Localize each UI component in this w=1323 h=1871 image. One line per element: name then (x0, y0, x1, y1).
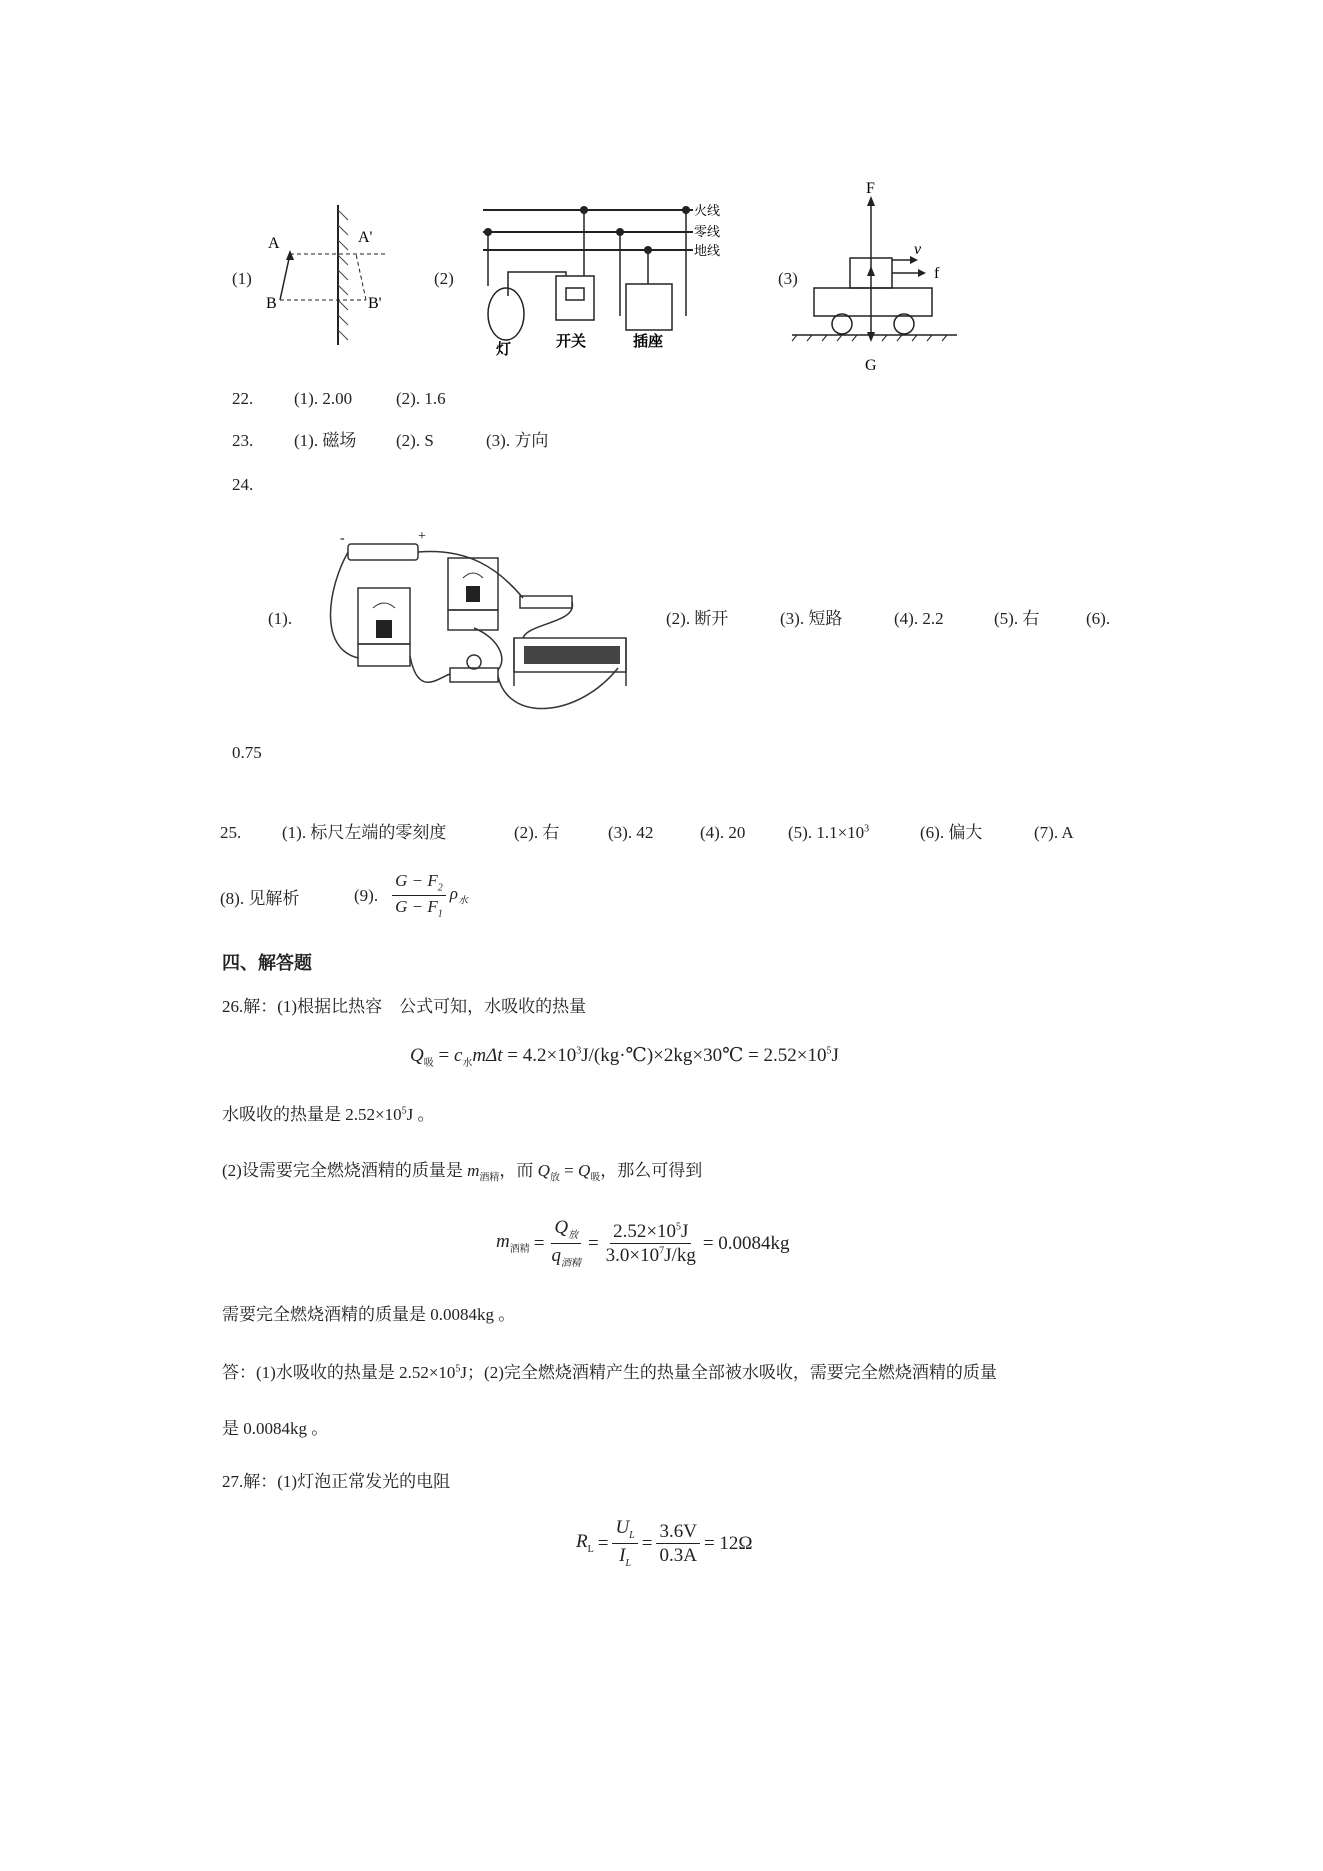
eq-c: c (453, 1045, 463, 1066)
q25-answer-9 (354, 872, 468, 920)
force-f-label: F (866, 180, 875, 197)
battery-plus-label: + (418, 529, 426, 544)
eq2-num1-sub: 放 (568, 1229, 579, 1241)
eq2-num1: Q (554, 1217, 569, 1238)
eq3-num1: U (615, 1517, 630, 1538)
q26-intro: 26.解：(1)根据比热容 公式可知，水吸收的热量 (222, 997, 587, 1016)
q23-answer-1: (1). 磁场 (294, 431, 357, 450)
answer-text-a: 答：(1)水吸收的热量是 2.52×10 (222, 1363, 456, 1382)
q21-label-2: (2) (434, 269, 454, 288)
q26-answer (222, 1364, 997, 1381)
part2-m: m (467, 1161, 480, 1180)
lamp-label: 灯 (496, 342, 512, 358)
eq-sign: = (433, 1045, 454, 1066)
eq3-result: = 12Ω (703, 1532, 753, 1554)
q27-intro: 27.解：(1)灯泡正常发光的电阻 (222, 1472, 451, 1491)
q25-answer-9-label: (9). (354, 886, 379, 906)
neutral-wire-label: 零线 (694, 224, 721, 239)
eq3-r: R (576, 1530, 588, 1552)
part2-q1-sub: 放 (549, 1172, 560, 1184)
point-a: A (268, 235, 280, 252)
section-title: 四、解答题 (222, 953, 312, 973)
gravity-label: G (865, 357, 877, 374)
fraction-denominator: G − F (395, 897, 438, 917)
eq3-num2: 3.6V (656, 1522, 699, 1544)
battery-minus-label: - (340, 531, 345, 546)
q26-mass-equation (496, 1218, 790, 1269)
q26-result-1 (222, 1106, 434, 1123)
eq3-fraction-2 (656, 1522, 699, 1565)
q21-label-3: (3) (778, 269, 798, 288)
eq2-m: m (496, 1230, 510, 1252)
q26-result-2: 需要完全燃烧酒精的质量是 0.0084kg 。 (222, 1305, 516, 1324)
q27-resistance-equation (576, 1518, 753, 1569)
q26-heat-equation (410, 1046, 839, 1069)
eq-m-dt: mΔt (472, 1045, 503, 1066)
mirror-diagram (258, 200, 382, 350)
point-b-image: B' (368, 295, 382, 312)
experiment-circuit-photo (318, 528, 638, 710)
q24-answer-2: (2). 断开 (666, 609, 729, 628)
answer-text-b: J；(2)完全燃烧酒精产生的热量全部被水吸收，需要完全燃烧酒精的质量 (460, 1363, 997, 1382)
q25-answer-6: (6). 偏大 (920, 823, 983, 842)
part2-q2-sub: 吸 (590, 1172, 601, 1184)
part2-q1: Q (537, 1161, 550, 1180)
part2-text: (2)设需要完全燃烧酒精的质量是 (222, 1161, 468, 1180)
q25-number: 25. (220, 823, 242, 842)
eq2-fraction-2 (603, 1222, 699, 1265)
eq2-sign-2: = (587, 1232, 599, 1254)
eq3-den1-sub: L (625, 1557, 632, 1569)
socket-label: 插座 (633, 334, 664, 350)
point-a-image: A' (358, 229, 373, 246)
eq2-result: = 0.0084kg (702, 1232, 790, 1254)
eq-unit: J (831, 1045, 839, 1066)
numerator-subscript: 2 (437, 882, 443, 894)
eq2-m-sub: 酒精 (509, 1243, 530, 1255)
part2-m-sub: 酒精 (479, 1172, 500, 1184)
eq3-r-sub: L (587, 1543, 594, 1555)
eq2-den1-sub: 酒精 (560, 1257, 581, 1269)
q23-answer-3: (3). 方向 (486, 431, 549, 450)
friction-label: f (934, 265, 940, 282)
eq3-sign-1: = (597, 1532, 609, 1554)
q24-answer-3: (3). 短路 (780, 609, 843, 628)
q24-answer-1-label: (1). (268, 609, 293, 628)
household-circuit-diagram (478, 196, 758, 356)
switch-label: 开关 (556, 334, 587, 350)
part2-q2: Q (577, 1161, 591, 1180)
eq3-fraction-1 (612, 1518, 637, 1569)
eq3-den1: I (619, 1544, 626, 1566)
eq-exp2: 5 (826, 1045, 832, 1057)
eq3-num1-sub: L (629, 1529, 635, 1541)
q25-answer-8: (8). 见解析 (220, 889, 300, 908)
answer-exp: 5 (455, 1363, 461, 1375)
q25-answer-4: (4). 20 (700, 823, 746, 842)
q25-answer-5-base: (5). 1.1×10 (788, 823, 865, 842)
density-fraction (392, 872, 446, 920)
q25-answer-3: (3). 42 (608, 823, 654, 842)
q24-answer-6-label: (6). (1086, 609, 1111, 628)
force-diagram (792, 180, 972, 375)
q22-answer-1: (1). 2.00 (294, 389, 353, 408)
q26-answer-line-2: 是 0.0084kg 。 (222, 1419, 329, 1438)
fraction-numerator: G − F (395, 871, 438, 890)
eq2-num2-exp: 5 (676, 1221, 682, 1233)
eq2-den1: q (551, 1244, 561, 1266)
part2-text-c: ，那么可得到 (600, 1161, 703, 1180)
eq-exp1: 3 (576, 1045, 582, 1057)
eq-q-sub: 吸 (423, 1057, 434, 1069)
eq-q: Q (410, 1045, 424, 1066)
eq2-den2-unit: J/kg (664, 1244, 696, 1266)
velocity-label: v (914, 241, 922, 258)
live-wire-label: 火线 (694, 203, 721, 218)
q26-part-2 (222, 1162, 702, 1183)
q25-answer-5 (788, 824, 869, 841)
eq-rest: = 4.2×10 (502, 1045, 577, 1066)
eq3-den2: 0.3A (659, 1544, 697, 1566)
q25-answer-7: (7). A (1034, 823, 1074, 842)
q24-answer-5: (5). 右 (994, 609, 1040, 628)
q22-answer-2: (2). 1.6 (396, 389, 446, 408)
q24-answer-4: (4). 2.2 (894, 609, 944, 628)
q24-answer-6-value: 0.75 (232, 743, 262, 762)
eq-c-sub: 水 (462, 1057, 473, 1069)
denominator-subscript: 1 (437, 908, 443, 920)
q22-number: 22. (232, 389, 254, 408)
eq-rest2: J/(kg·℃)×2kg×30℃ = 2.52×10 (581, 1045, 827, 1066)
q23-number: 23. (232, 431, 254, 450)
q23-answer-2: (2). S (396, 431, 434, 450)
eq2-num2-unit: J (681, 1220, 689, 1242)
rho: ρ (449, 884, 458, 904)
eq2-den2-exp: 7 (659, 1245, 665, 1257)
eq2-den2: 3.0×10 (605, 1244, 660, 1266)
rho-symbol (450, 885, 468, 906)
q25-answer-1: (1). 标尺左端的零刻度 (282, 823, 447, 842)
result-1-text: 水吸收的热量是 2.52×10 (222, 1105, 402, 1124)
q25-answer-5-exponent: 3 (864, 823, 870, 835)
result-1-suffix: J 。 (406, 1105, 435, 1124)
result-1-exp: 5 (401, 1105, 407, 1117)
point-b: B (266, 295, 277, 312)
q25-answer-2: (2). 右 (514, 823, 560, 842)
part2-eq: = (559, 1161, 578, 1180)
ground-wire-label: 地线 (694, 243, 721, 258)
part2-text-b: ，而 (499, 1161, 538, 1180)
eq2-num2: 2.52×10 (613, 1220, 677, 1242)
eq3-sign-2: = (641, 1532, 653, 1554)
q21-label-1: (1) (232, 269, 252, 288)
eq2-fraction-1 (548, 1218, 584, 1269)
rho-subscript: 水 (457, 895, 468, 907)
q24-number: 24. (232, 475, 254, 494)
eq2-sign-1: = (533, 1232, 545, 1254)
